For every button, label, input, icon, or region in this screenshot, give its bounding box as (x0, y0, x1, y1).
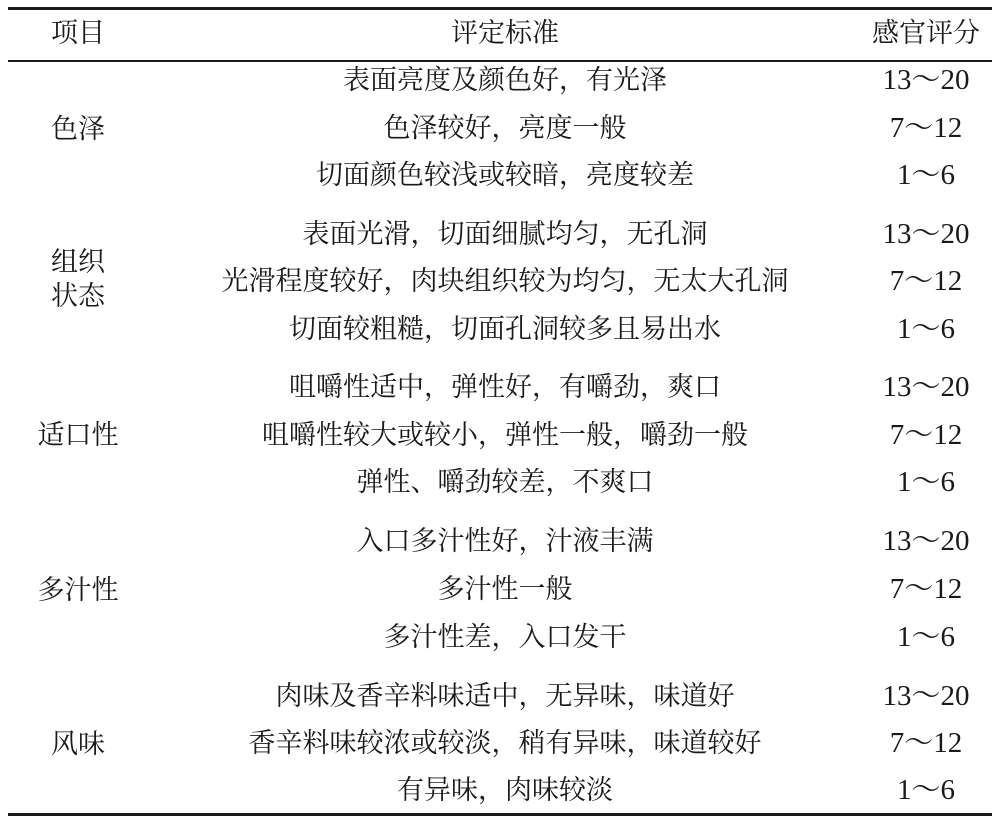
score-cell: 13～20 (882, 680, 970, 712)
standard-cell: 表面亮度及颜色好，有光泽 (343, 65, 667, 96)
score-cell: 13～20 (882, 525, 970, 557)
header-item: 项目 (51, 18, 105, 49)
standard-cell: 弹性、嚼劲较差，不爽口 (356, 467, 654, 498)
header-standard: 评定标准 (451, 18, 559, 49)
score-cell: 7～12 (889, 112, 963, 144)
standard-cell: 入口多汁性好，汁液丰满 (356, 526, 654, 557)
score-cell: 7～12 (889, 727, 963, 759)
score-cell: 1～6 (896, 466, 955, 498)
score-cell: 1～6 (896, 313, 955, 345)
score-cell: 1～6 (896, 621, 955, 653)
header-score: 感官评分 (872, 18, 980, 49)
score-cell: 1～6 (896, 774, 955, 806)
standard-cell: 切面颜色较浅或较暗，亮度较差 (316, 160, 694, 191)
score-cell: 7～12 (889, 265, 963, 297)
item-label-color: 色泽 (51, 114, 105, 145)
item-label-texture-line1: 组织 (51, 247, 105, 278)
standard-cell: 多汁性一般 (437, 574, 573, 605)
score-cell: 13～20 (882, 218, 970, 250)
standard-cell: 切面较粗糙，切面孔洞较多且易出水 (289, 314, 721, 345)
score-cell: 13～20 (882, 64, 970, 96)
standard-cell: 香辛料味较浓或较淡，稍有异味，味道较好 (248, 728, 762, 759)
score-cell: 7～12 (889, 419, 963, 451)
item-label-juiciness: 多汁性 (37, 575, 119, 606)
standard-cell: 多汁性差，入口发干 (383, 622, 627, 653)
item-label-flavor: 风味 (51, 729, 105, 760)
score-cell: 13～20 (882, 371, 970, 403)
standard-cell: 肉味及香辛料味适中，无异味，味道好 (275, 681, 735, 712)
table-top-rule (8, 7, 992, 10)
standard-cell: 咀嚼性适中，弹性好，有嚼劲，爽口 (289, 372, 721, 403)
item-label-palatability: 适口性 (37, 420, 119, 451)
standard-cell: 表面光滑，切面细腻均匀，无孔洞 (302, 219, 708, 250)
table-header-rule (8, 60, 992, 62)
item-label-texture-line2: 状态 (51, 281, 105, 312)
standard-cell: 咀嚼性较大或较小，弹性一般，嚼劲一般 (262, 420, 748, 451)
score-cell: 1～6 (896, 159, 955, 191)
table-bottom-rule (8, 813, 992, 816)
score-cell: 7～12 (889, 573, 963, 605)
standard-cell: 有异味，肉味较淡 (397, 775, 613, 806)
standard-cell: 色泽较好，亮度一般 (383, 113, 627, 144)
standard-cell: 光滑程度较好，肉块组织较为均匀，无太大孔洞 (221, 266, 789, 297)
